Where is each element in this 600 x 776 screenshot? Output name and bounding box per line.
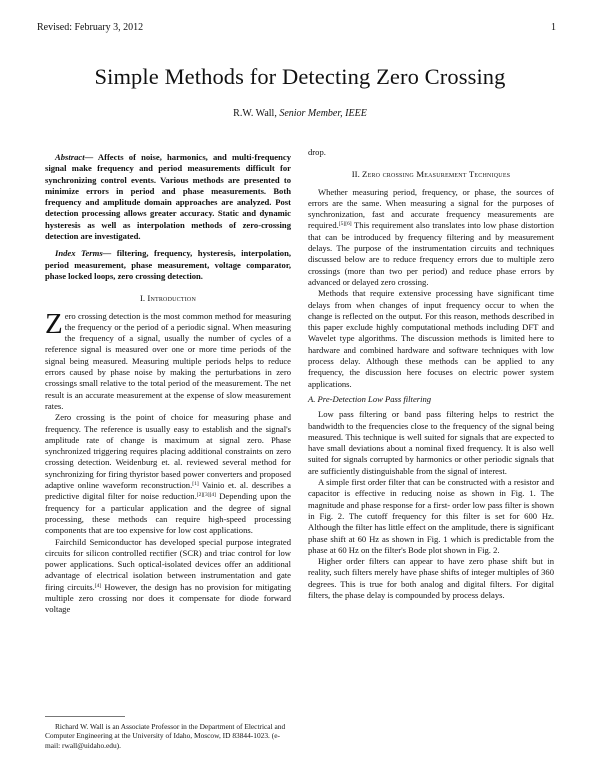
revision-date: Revised: February 3, 2012: [37, 22, 144, 33]
drop-cap: Z: [45, 307, 63, 340]
abstract-label: Abstract—: [55, 152, 94, 162]
footnote-rule: [45, 716, 125, 717]
intro-text-2b: Vainio et. al. describes a predictive digital filter for noise reduction.: [45, 480, 291, 502]
right-column: [308, 147, 554, 601]
index-terms: [45, 248, 291, 282]
subsection-heading-lowpass: A. Pre-Detection Low Pass filtering: [308, 393, 432, 404]
abstract: [45, 152, 291, 242]
author-affiliation: Senior Member, IEEE: [279, 108, 367, 119]
citation: [4]: [94, 582, 102, 589]
techniques-text-1b: This requirement also translates into low phase distortion that can be introduced by frequency filtering and by measurement delays. The purpose of the instrumentation circuits and techniques discussed below are to reduce frequency errors due to multiple zero crossings (more than two per period) and reduce phase errors by advanced or delayed zero crossing.: [308, 220, 554, 287]
intro-text-2c: Depending upon the frequency for a particular application and the degree of signal processing, these methods can require high-speed processing components that are too expensive for low cost applications.: [45, 491, 291, 536]
index-terms-label: Index Terms—: [55, 248, 112, 259]
intro-paragraph-3: [45, 537, 291, 616]
left-column: [45, 152, 291, 616]
section-heading-introduction: [45, 293, 291, 304]
intro-paragraph-1: [45, 307, 291, 413]
section-number: I.: [139, 293, 146, 304]
citation: [1]: [192, 481, 199, 488]
author-line: [0, 108, 600, 119]
author-name: R.W. Wall,: [233, 108, 277, 119]
techniques-text-1a: Whether measuring period, frequency, or phase, the sources of errors are the same. When measuring a signal for the purposes of synchronization, fast and accurate frequency measurements are required.: [308, 186, 554, 231]
abstract-text: Affects of noise, harmonics, and multi-frequency signal make frequency and period measurements difficult for synchronizing control events. Various methods are presented to minimize errors in period and phase measurements. Both frequency and amplitude domain approaches are analyzed. Post detection processing allows greater accuracy. Static and dynamic hysteresis as well as interpolation methods of zero-crossing detection are investigated.: [45, 152, 291, 242]
intro-paragraph-2: [45, 412, 291, 536]
intro-text-3a: Fairchild Semiconductor has developed special purpose integrated circuits for silicon controlled rectifier (SCR) and triac control for low power applications. Such optical-isolated devices offer an additional advantage of electrical isolation between instrumentation and gate firing circuits.: [45, 536, 291, 592]
lowpass-paragraph-3: Higher order filters can appear to have zero phase shift but in reality, such filters merely have phase shifts of integer multiples of 360 degrees. This is true for both analog and digital filters. For digital filters, the phase delay is compounded by process delays.: [308, 556, 554, 600]
author-footnote: Richard W. Wall is an Associate Professor in the Department of Electrical and Computer Engineering at the University of Idaho, Moscow, ID 83844-1023. (e-mail: rwall@uidaho.edu).: [45, 722, 286, 750]
paper-title: Simple Methods for Detecting Zero Crossing: [94, 64, 506, 89]
intro-text-2a: Zero crossing is the point of choice for measuring phase and frequency. The reference is usually easy to establish and the signal's amplitude rate of change is maximum at signal zero. Phase synchronized triggering requires placing additional constraints on zero crossing detection. Weidenburg et. al. reviewed several method for synchronizing for firing thyristor based power converters and proposed adaptive online waveform reconstruction.: [45, 412, 291, 491]
citation: [5][6]: [338, 221, 352, 228]
section-number: II.: [351, 169, 360, 180]
page-number: 1: [551, 22, 556, 33]
continuation-text: drop.: [308, 147, 326, 157]
section-title: Introduction: [147, 293, 196, 304]
section-heading-techniques: [308, 169, 554, 180]
index-terms-text: filtering, frequency, hysteresis, interpolation, period measurement, phase measurement, voltage comparator, phase locked loops, zero crossing detection.: [45, 248, 291, 281]
intro-text-1: ero crossing detection is the most common method for measuring the frequency or the period of a periodic signal. When measuring the frequency of a signal, usually the number of cycles of a reference signal is measured over one or more time periods of the signal being measured. Measuring multiple periods helps to reduce errors caused by phase noise by making the perturbations in zero crossings small relative to the total period of the measurement. The net result is an accurate measurement at the expense of slow measurement rates.: [45, 310, 291, 411]
lowpass-paragraph-2: A simple first order filter that can be constructed with a resistor and capacitor is effective in reducing noise as shown in Fig. 1. The magnitude and phase response for a first- order low pass filter is shown in Fig. 2. The cutoff frequency for this filter is set for 600 Hz. Although the filter has little effect on the amplitude, there is significant phase shift at 60 Hz as shown in Fig. 1 which is predictable from the phase at 60 Hz on the filter's Bode plot shown in Fig. 2.: [308, 477, 554, 555]
lowpass-paragraph-1: Low pass filtering or band pass filtering helps to restrict the bandwidth to the frequencies close to the frequency of the signal being measured. This technique is well suited for signals that are expected to have small deviations about a nominal fixed frequency. It is also well suited for signals corrupted by harmonics or other periodic signals that are sufficiently distinguishable from the signal of interest.: [308, 409, 554, 476]
section-title: Zero crossing Measurement Techniques: [362, 169, 511, 180]
intro-text-3b: However, the design has no provision for mitigating multiple zero crossing nor does it compensate for diode forward voltage: [45, 581, 291, 615]
techniques-paragraph-1: [308, 187, 554, 289]
techniques-paragraph-2: Methods that require extensive processing have significant time delays from when changes of input frequency occur to when the change is reflected on the output. For this reason, methods described in this paper exclude highly computational methods including DFT and Wavelet type algorithms. The discussion methods is limited here to hardware and combined hardware and software techniques with low process delay. Although these methods can be applied to any frequency, the discussion here focuses on electric power system applications.: [308, 288, 554, 389]
citation: [2][3][4]: [196, 492, 217, 499]
